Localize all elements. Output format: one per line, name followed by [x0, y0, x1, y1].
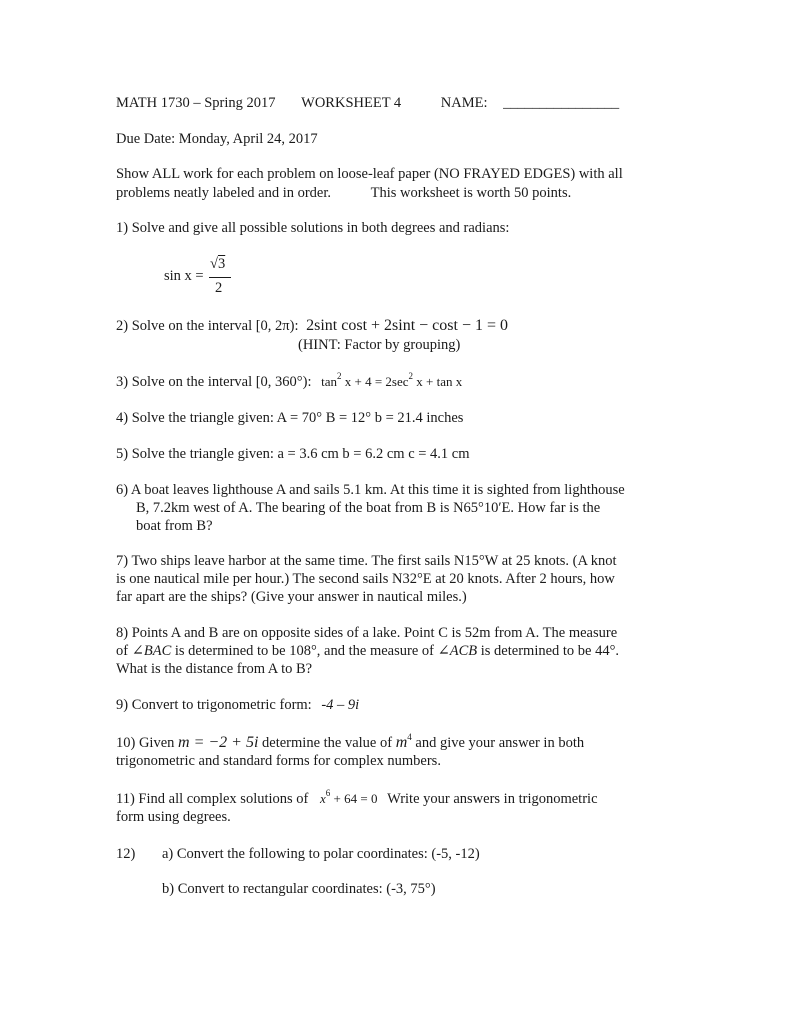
problem-9-expression: -4 – 9i — [321, 697, 360, 713]
problem-3-tail: x + tan x — [416, 374, 463, 389]
problem-11-tail: Write your answers in trigonometric — [387, 791, 598, 807]
problem-1-text: 1) Solve and give all possible solutions in both degrees and radians: — [116, 220, 510, 236]
radical-icon: √ — [210, 256, 218, 272]
problem-1-lhs: sin x = — [164, 268, 204, 284]
problem-8-middle: is determined to be 108°, and the measure of — [174, 643, 434, 659]
problem-6-line-2: B, 7.2km west of A. The bearing of the boat from B is N65°10′E. How far is the — [136, 500, 601, 516]
problem-10-m: m — [395, 734, 408, 751]
problem-6-line-1: 6) A boat leaves lighthouse A and sails 5.1 km. At this time it is sighted from lighthouse — [116, 482, 625, 498]
problem-3-equation — [321, 371, 463, 389]
problem-11-label: 11) Find all complex solutions of — [116, 791, 309, 807]
problem-7-line-2: is one nautical mile per hour.) The second sails N32°E at 20 knots. After 2 hours, how — [116, 571, 615, 587]
worksheet-title: WORKSHEET 4 — [301, 95, 402, 111]
problem-3-tan: tan — [321, 374, 337, 389]
angle-bac: ∠BAC — [131, 643, 172, 659]
name-label: NAME: — [440, 95, 488, 111]
problem-1-equation — [164, 256, 254, 302]
problem-11-exponent: 6 — [325, 788, 331, 798]
problem-2-hint: (HINT: Factor by grouping) — [298, 337, 461, 353]
fraction-bar — [209, 277, 231, 278]
problem-8-of: of — [116, 643, 129, 659]
problem-2-label: 2) Solve on the interval [0, 2π): — [116, 318, 299, 334]
problem-10-tail: and give your answer in both — [415, 735, 585, 751]
problem-2 — [116, 317, 508, 335]
problem-11-x: x — [320, 791, 326, 806]
problem-8-end: is determined to be 44°. — [480, 643, 620, 659]
name-blank: ________________ — [503, 95, 620, 111]
problem-12-b: b) Convert to rectangular coordinates: (-3, 75°) — [162, 881, 436, 897]
problem-3-label: 3) Solve on the interval [0, 360°): — [116, 374, 312, 390]
instructions-line-2 — [116, 184, 571, 202]
instructions-order: problems neatly labeled and in order. — [116, 185, 332, 201]
problem-10-exponent: 4 — [407, 732, 412, 742]
worksheet-header — [116, 94, 619, 112]
instructions-line-1: Show ALL work for each problem on loose-leaf paper (NO FRAYED EDGES) with all — [116, 166, 623, 182]
problem-1-numerator — [210, 256, 225, 273]
problem-11-line-1 — [116, 790, 598, 808]
problem-3-exp-2: 2 — [408, 371, 413, 381]
problem-1-denominator: 2 — [215, 280, 223, 296]
problem-8-line-1: 8) Points A and B are on opposite sides of a lake. Point C is 52m from A. The measure — [116, 625, 618, 641]
problem-10-line-2: trigonometric and standard forms for complex numbers. — [116, 753, 441, 769]
problem-12-number: 12) — [116, 846, 136, 862]
problem-10-expression: m = −2 + 5i — [178, 734, 259, 751]
problem-4: 4) Solve the triangle given: A = 70° B = 12° b = 21.4 inches — [116, 410, 464, 426]
problem-3 — [116, 373, 462, 391]
problem-8-line-3: What is the distance from A to B? — [116, 661, 313, 677]
angle-acb: ∠ACB — [437, 643, 478, 659]
problem-8-line-2 — [116, 642, 619, 660]
problem-1-radicand: 3 — [217, 256, 226, 272]
problem-11-equation — [320, 788, 378, 806]
due-date: Due Date: Monday, April 24, 2017 — [116, 131, 318, 147]
problem-10-line-1 — [116, 734, 584, 752]
problem-3-exp-1: 2 — [336, 371, 342, 381]
problem-12-a: a) Convert the following to polar coordinates: (-5, -12) — [162, 846, 480, 862]
problem-11-rest: + 64 = 0 — [333, 791, 378, 806]
problem-3-middle: x + 4 = 2sec — [344, 374, 409, 389]
problem-7-line-1: 7) Two ships leave harbor at the same time. The first sails N15°W at 25 knots. (A knot — [116, 553, 617, 569]
problem-6-line-3: boat from B? — [136, 518, 213, 534]
problem-11-line-2: form using degrees. — [116, 809, 231, 825]
problem-7-line-3: far apart are the ships? (Give your answer in nautical miles.) — [116, 589, 467, 605]
course-title: MATH 1730 – Spring 2017 — [116, 95, 276, 111]
problem-2-equation: 2sint cost + 2sint − cost − 1 = 0 — [306, 317, 508, 334]
problem-9 — [116, 696, 359, 714]
instructions-points: This worksheet is worth 50 points. — [370, 185, 572, 201]
problem-10-middle: determine the value of — [262, 735, 393, 751]
problem-5: 5) Solve the triangle given: a = 3.6 cm b = 6.2 cm c = 4.1 cm — [116, 446, 470, 462]
problem-9-label: 9) Convert to trigonometric form: — [116, 697, 312, 713]
problem-10-label: 10) Given — [116, 735, 175, 751]
